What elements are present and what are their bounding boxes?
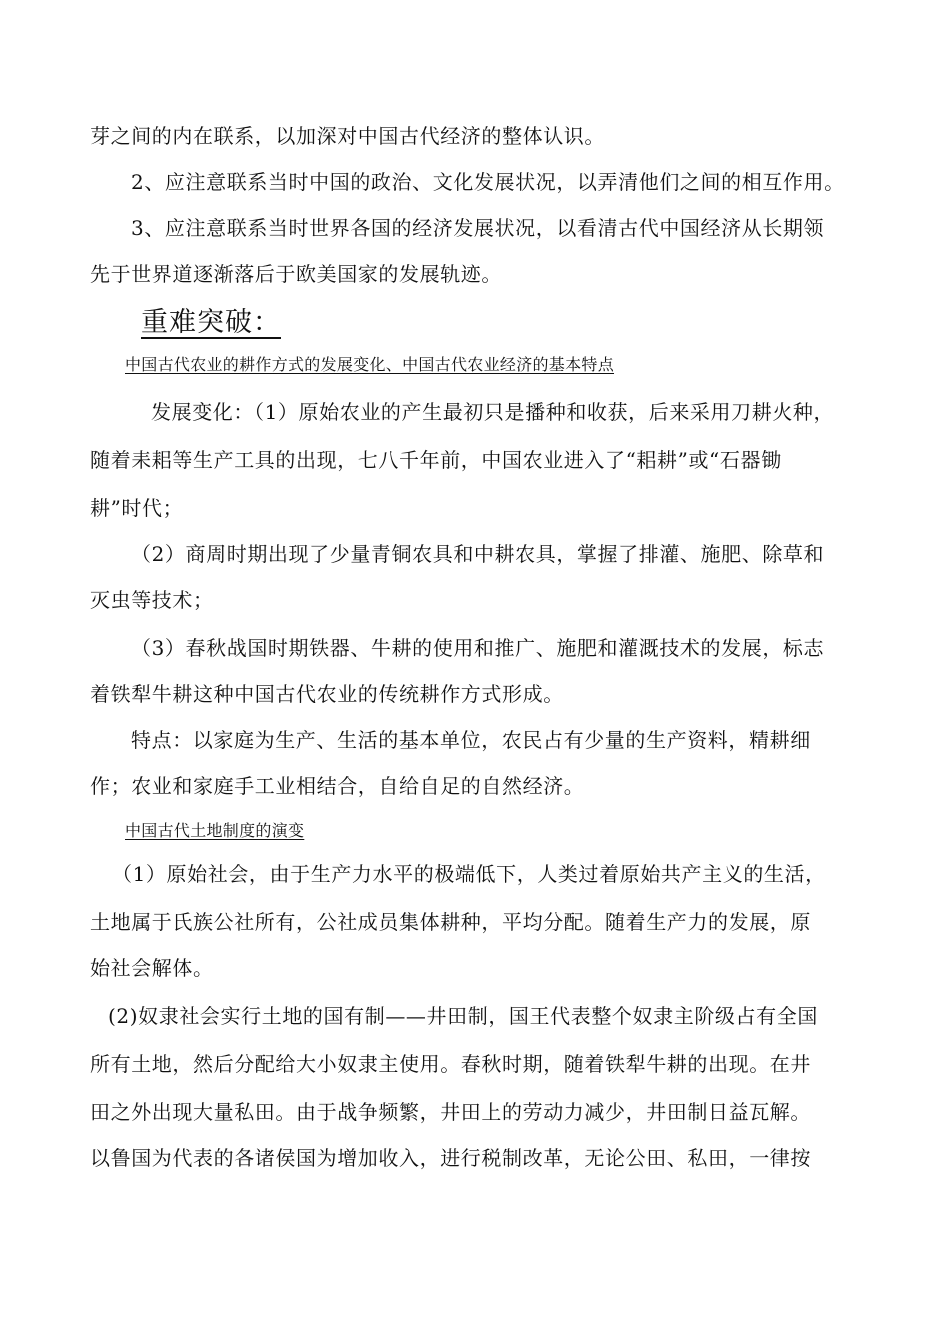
land-line-5: 所有土地，然后分配给大小奴隶主使用。春秋时期，随着铁犁牛耕的出现。在井 [90, 1052, 811, 1076]
land-line-4: (2)奴隶社会实行土地的国有制——井田制，国王代表整个奴隶主阶级占有全国 [108, 1004, 818, 1028]
development-line-2: 随着耒耜等生产工具的出现，七八千年前，中国农业进入了“耜耕”或“石器锄 [90, 448, 782, 472]
land-line-3: 始社会解体。 [90, 956, 214, 980]
development-line-4: （2）商周时期出现了少量青铜农具和中耕农具，掌握了排灌、施肥、除草和 [131, 542, 825, 566]
land-line-7: 以鲁国为代表的各诸侯国为增加收入，进行税制改革，无论公田、私田，一律按 [90, 1146, 811, 1170]
intro-line-1: 芽之间的内在联系，以加深对中国古代经济的整体认识。 [90, 124, 605, 148]
features-line-1: 特点：以家庭为生产、生活的基本单位，农民占有少量的生产资料，精耕细 [131, 728, 811, 752]
development-line-5: 灭虫等技术； [90, 588, 214, 612]
development-line-6: （3）春秋战国时期铁器、牛耕的使用和推广、施肥和灌溉技术的发展，标志 [131, 636, 825, 660]
intro-line-4: 先于世界道逐渐落后于欧美国家的发展轨迹。 [90, 262, 502, 286]
development-line-7: 着铁犁牛耕这种中国古代农业的传统耕作方式形成。 [90, 682, 564, 706]
topic-title-land: 中国古代土地制度的演变 [125, 821, 305, 840]
development-line-3: 耕”时代； [90, 496, 184, 520]
features-line-2: 作；农业和家庭手工业相结合，自给自足的自然经济。 [90, 774, 585, 798]
development-line-1: 发展变化：（1）原始农业的产生最初只是播种和收获，后来采用刀耕火种， [151, 400, 835, 424]
topic-title-agriculture: 中国古代农业的耕作方式的发展变化、中国古代农业经济的基本特点 [125, 355, 615, 374]
section-heading: 重难突破： [141, 307, 281, 338]
land-line-2: 土地属于氏族公社所有，公社成员集体耕种，平均分配。随着生产力的发展，原 [90, 910, 811, 934]
land-line-6: 田之外出现大量私田。由于战争频繁，井田上的劳动力减少，井田制日益瓦解。 [90, 1100, 811, 1124]
intro-point-2: 2、应注意联系当时中国的政治、文化发展状况，以弄清他们之间的相互作用。 [131, 170, 845, 194]
intro-point-3: 3、应注意联系当时世界各国的经济发展状况，以看清古代中国经济从长期领 [131, 216, 825, 240]
land-line-1: （1）原始社会，由于生产力水平的极端低下，人类过着原始共产主义的生活， [112, 862, 826, 886]
